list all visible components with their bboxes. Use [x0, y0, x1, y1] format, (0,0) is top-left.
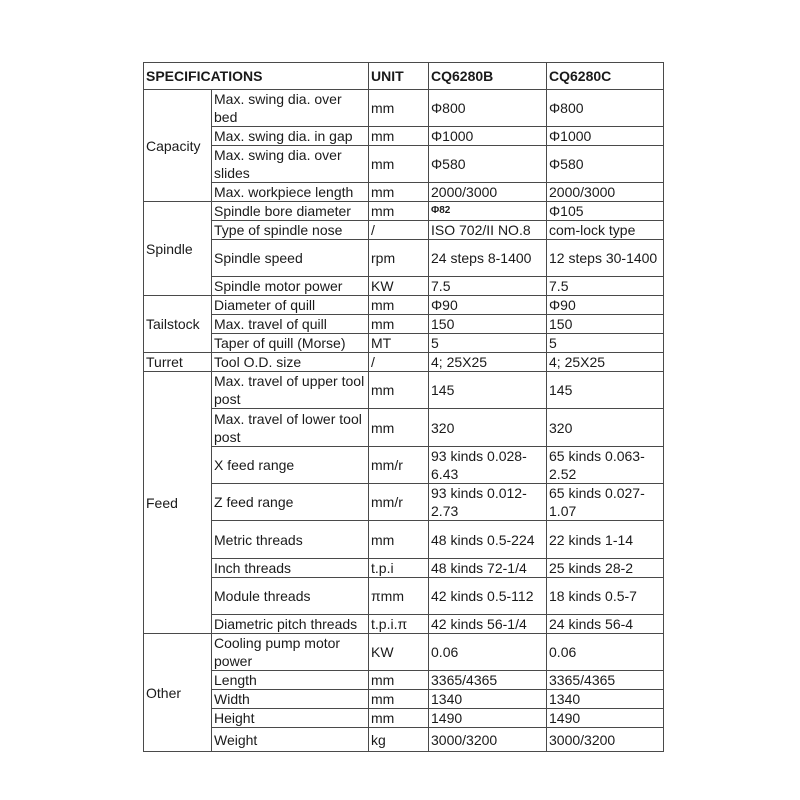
value-b-cell: 3000/3200 — [429, 728, 547, 752]
header-specifications: SPECIFICATIONS — [144, 63, 369, 90]
item-cell: Width — [212, 690, 369, 709]
value-c-cell: 320 — [547, 409, 664, 447]
value-b-cell: Φ580 — [429, 146, 547, 183]
category-cell: Capacity — [144, 90, 212, 202]
value-b-cell: 93 kinds 0.012-2.73 — [429, 484, 547, 521]
value-b-cell: 24 steps 8-1400 — [429, 240, 547, 277]
value-b-cell: Φ82 — [429, 202, 547, 221]
table-row — [144, 353, 664, 372]
value-c-cell: 25 kinds 28-2 — [547, 559, 664, 578]
value-c-cell: 4; 25X25 — [547, 353, 664, 372]
table-row — [144, 521, 664, 559]
unit-cell: mm — [369, 671, 429, 690]
unit-cell: mm — [369, 90, 429, 127]
value-b-cell: 1340 — [429, 690, 547, 709]
unit-cell: mm — [369, 372, 429, 409]
value-c-cell: Φ580 — [547, 146, 664, 183]
table-row — [144, 728, 664, 752]
unit-cell: mm/r — [369, 447, 429, 484]
table-row — [144, 146, 664, 183]
unit-cell: mm — [369, 296, 429, 315]
item-cell: Metric threads — [212, 521, 369, 559]
unit-cell: mm — [369, 709, 429, 728]
item-cell: Max. travel of quill — [212, 315, 369, 334]
value-b-cell: Φ1000 — [429, 127, 547, 146]
value-b-cell: 0.06 — [429, 634, 547, 671]
unit-cell: t.p.i.π — [369, 615, 429, 634]
table-row — [144, 202, 664, 221]
item-cell: Type of spindle nose — [212, 221, 369, 240]
value-c-cell: com-lock type — [547, 221, 664, 240]
value-b-cell: 150 — [429, 315, 547, 334]
table-row — [144, 484, 664, 521]
value-c-cell: 3365/4365 — [547, 671, 664, 690]
table-row — [144, 447, 664, 484]
category-cell: Turret — [144, 353, 212, 372]
unit-cell: πmm — [369, 578, 429, 615]
unit-cell: mm — [369, 127, 429, 146]
header-unit: UNIT — [369, 63, 429, 90]
item-cell: Inch threads — [212, 559, 369, 578]
value-c-cell: 150 — [547, 315, 664, 334]
value-b-cell: 42 kinds 56-1/4 — [429, 615, 547, 634]
table-row — [144, 709, 664, 728]
value-b-cell: Φ800 — [429, 90, 547, 127]
item-cell: Diametric pitch threads — [212, 615, 369, 634]
category-cell: Spindle — [144, 202, 212, 296]
unit-cell: mm/r — [369, 484, 429, 521]
value-c-cell: 65 kinds 0.027-1.07 — [547, 484, 664, 521]
value-c-cell: Φ1000 — [547, 127, 664, 146]
value-c-cell: 145 — [547, 372, 664, 409]
value-b-cell: 1490 — [429, 709, 547, 728]
value-b-cell: 48 kinds 72-1/4 — [429, 559, 547, 578]
table-row — [144, 240, 664, 277]
unit-cell: mm — [369, 183, 429, 202]
table-row — [144, 690, 664, 709]
unit-cell: rpm — [369, 240, 429, 277]
value-c-cell: 3000/3200 — [547, 728, 664, 752]
unit-cell: t.p.i — [369, 559, 429, 578]
value-b-cell: 3365/4365 — [429, 671, 547, 690]
value-b-cell: Φ90 — [429, 296, 547, 315]
value-c-cell: 65 kinds 0.063-2.52 — [547, 447, 664, 484]
item-cell: Tool O.D. size — [212, 353, 369, 372]
table-row — [144, 127, 664, 146]
value-c-cell: 12 steps 30-1400 — [547, 240, 664, 277]
unit-cell: kg — [369, 728, 429, 752]
value-c-cell: 2000/3000 — [547, 183, 664, 202]
unit-cell: mm — [369, 521, 429, 559]
table-row — [144, 409, 664, 447]
table-row — [144, 578, 664, 615]
value-b-cell: 145 — [429, 372, 547, 409]
item-cell: Spindle speed — [212, 240, 369, 277]
specifications-table — [143, 62, 664, 752]
table-row — [144, 372, 664, 409]
unit-cell: / — [369, 353, 429, 372]
value-b-cell: ISO 702/II NO.8 — [429, 221, 547, 240]
unit-cell: MT — [369, 334, 429, 353]
table-row — [144, 634, 664, 671]
value-c-cell: Φ105 — [547, 202, 664, 221]
item-cell: Max. travel of upper tool post — [212, 372, 369, 409]
table-row — [144, 315, 664, 334]
value-b-cell: 48 kinds 0.5-224 — [429, 521, 547, 559]
unit-cell: mm — [369, 409, 429, 447]
table-row — [144, 183, 664, 202]
value-c-cell: 7.5 — [547, 277, 664, 296]
header-model-c: CQ6280C — [547, 63, 664, 90]
unit-cell: mm — [369, 202, 429, 221]
value-c-cell: 1340 — [547, 690, 664, 709]
table-row — [144, 671, 664, 690]
item-cell: Max. workpiece length — [212, 183, 369, 202]
item-cell: Height — [212, 709, 369, 728]
header-row — [144, 63, 664, 90]
value-c-cell: 24 kinds 56-4 — [547, 615, 664, 634]
value-c-cell: 5 — [547, 334, 664, 353]
unit-cell: mm — [369, 146, 429, 183]
header-model-b: CQ6280B — [429, 63, 547, 90]
category-cell: Tailstock — [144, 296, 212, 353]
unit-cell: mm — [369, 690, 429, 709]
value-b-cell: 7.5 — [429, 277, 547, 296]
table-row — [144, 90, 664, 127]
value-b-cell: 2000/3000 — [429, 183, 547, 202]
category-cell: Other — [144, 634, 212, 752]
table-row — [144, 221, 664, 240]
item-cell: Max. swing dia. in gap — [212, 127, 369, 146]
unit-cell: / — [369, 221, 429, 240]
unit-cell: mm — [369, 315, 429, 334]
value-c-cell: 18 kinds 0.5-7 — [547, 578, 664, 615]
item-cell: Diameter of quill — [212, 296, 369, 315]
item-cell: Taper of quill (Morse) — [212, 334, 369, 353]
table-row — [144, 559, 664, 578]
unit-cell: KW — [369, 277, 429, 296]
value-b-cell: 42 kinds 0.5-112 — [429, 578, 547, 615]
value-c-cell: Φ90 — [547, 296, 664, 315]
item-cell: X feed range — [212, 447, 369, 484]
item-cell: Max. travel of lower tool post — [212, 409, 369, 447]
value-c-cell: 22 kinds 1-14 — [547, 521, 664, 559]
item-cell: Max. swing dia. over slides — [212, 146, 369, 183]
category-cell: Feed — [144, 372, 212, 634]
item-cell: Spindle motor power — [212, 277, 369, 296]
table-row — [144, 615, 664, 634]
item-cell: Z feed range — [212, 484, 369, 521]
item-cell: Max. swing dia. over bed — [212, 90, 369, 127]
item-cell: Cooling pump motor power — [212, 634, 369, 671]
table-row — [144, 277, 664, 296]
table-row — [144, 296, 664, 315]
value-b-cell: 93 kinds 0.028-6.43 — [429, 447, 547, 484]
table-row — [144, 334, 664, 353]
item-cell: Spindle bore diameter — [212, 202, 369, 221]
value-b-cell: 5 — [429, 334, 547, 353]
value-b-cell: 320 — [429, 409, 547, 447]
value-c-cell: Φ800 — [547, 90, 664, 127]
value-c-cell: 1490 — [547, 709, 664, 728]
item-cell: Module threads — [212, 578, 369, 615]
value-b-cell: 4; 25X25 — [429, 353, 547, 372]
value-c-cell: 0.06 — [547, 634, 664, 671]
item-cell: Length — [212, 671, 369, 690]
item-cell: Weight — [212, 728, 369, 752]
unit-cell: KW — [369, 634, 429, 671]
